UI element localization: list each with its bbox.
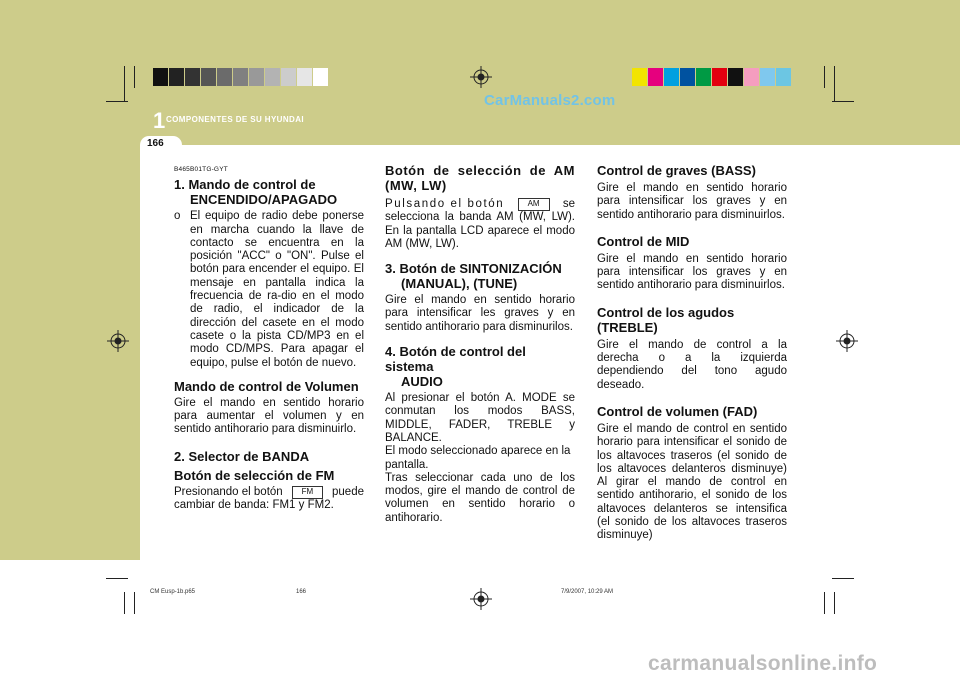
heading-bass: Control de graves (BASS) [597, 163, 756, 178]
paragraph-fader: Gire el mando de control en sentido horario para intensificar el sonido de los altavoces traseros (el sonido de los altavoces delanteros disminuye) Al girar el mando de control en sentido antihorario, el sonido de los altavoces delanteros se intensifica (el sonido de los altavoces traseros disminuye) [597, 422, 787, 542]
color-swatch [664, 68, 680, 86]
paragraph-fm-line [174, 486, 364, 499]
heading-power-knob: 1. Mando de control de [174, 177, 316, 193]
paragraph-audio-3: Tras seleccionar cada uno de los modos, gire el mando de control de volumen en sentido horario o antihorario. [385, 471, 575, 524]
color-swatch [265, 68, 281, 86]
crop-mark [824, 592, 825, 614]
column-3 [597, 163, 787, 543]
crop-mark [124, 66, 125, 102]
heading-audio-2: AUDIO [401, 374, 443, 390]
paragraph-audio-2: El modo seleccionado aparece en la pantalla. [385, 445, 571, 471]
watermark-text: CarManuals2.com [484, 92, 616, 109]
registration-mark-icon [470, 588, 492, 610]
paragraph-tune: Gire el mando en sentido horario para intensificar les graves y en sentido antihorario para disminurilos. [385, 294, 575, 333]
heading-audio: 4. Botón de control del sistema [385, 344, 526, 375]
fm-text-b: puede [332, 485, 364, 498]
color-swatch [217, 68, 233, 86]
crop-mark [824, 66, 825, 88]
side-band [0, 145, 140, 560]
heading-volume: Mando de control de Volumen [174, 378, 359, 394]
page-number: 166 [147, 138, 164, 149]
color-swatch [233, 68, 249, 86]
color-swatch [153, 68, 169, 86]
heading-fader: Control de volumen (FAD) [597, 403, 758, 419]
color-swatch [201, 68, 217, 86]
paragraph-am-line [385, 198, 575, 211]
heading-am-button: Botón de selección de AM (MW, LW) [385, 163, 575, 193]
footer-page: 166 [296, 589, 307, 595]
section-code: B465B01TG-GYT [174, 166, 228, 173]
crop-mark [834, 592, 835, 614]
footer-date: 7/9/2007, 10:29 AM [561, 589, 614, 595]
fm-button-icon: FM [292, 486, 324, 499]
crop-mark [134, 66, 135, 88]
registration-mark-icon [470, 66, 492, 88]
color-swatch [249, 68, 265, 86]
heading-treble: Control de los agudos (TREBLE) [597, 304, 735, 335]
heading-tune: 3. Botón de SINTONIZACIÓN [385, 261, 562, 277]
am-text-a: Pulsando el botón [385, 198, 505, 210]
chapter-title: COMPONENTES DE SU HYUNDAI [166, 115, 305, 124]
paragraph-volume: Gire el mando en sentido horario para aumentar el volumen y en sentido antihorario para disminuirlo. [174, 396, 364, 436]
crop-mark [106, 101, 128, 102]
paragraph-bass: Gire el mando en sentido horario para intensificar los graves y en sentido antihorario para disminuirlos. [597, 182, 787, 221]
registration-mark-icon [836, 330, 858, 352]
heading-mid: Control de MID [597, 233, 690, 249]
paragraph-treble: Gire el mando de control a la derecha o a la izquierda dependiendo del tono agudo deseado. [597, 338, 787, 391]
crop-mark [134, 592, 135, 614]
heading-power-knob-2: ENCENDIDO/APAGADO [190, 192, 338, 208]
color-swatch [696, 68, 712, 86]
heading-band-selector: 2. Selector de BANDA [174, 448, 310, 464]
bullet-item [174, 210, 364, 370]
footer-filename: CM Eusp-1b.p65 [150, 589, 196, 595]
color-swatch [680, 68, 696, 86]
color-swatch [313, 68, 329, 86]
heading-tune-2: (MANUAL), (TUNE) [401, 276, 518, 292]
am-button-icon: AM [518, 198, 550, 211]
bullet-text: El equipo de radio debe ponerse en marcha cuando la llave de contacto se encuentra en la posición "ACC" o "ON". Pulse el botón para encender el equipo. El mensaje en pantalla indica la frecuencia de ra-dio en el modo de radio, el indicador de la dirección del casete en el modo casete o la pista CD/MP3 en el modo CD/MPS. Para apagar el equipo, pulse el botón de nuevo. [190, 210, 364, 369]
color-swatch [760, 68, 776, 86]
paragraph-audio-1: Al presionar el botón A. MODE se conmutan los modos BASS, MIDDLE, FADER, TREBLE y BALANCE. [385, 392, 575, 444]
color-swatch [632, 68, 648, 86]
crop-mark [832, 101, 854, 102]
color-swatch [728, 68, 744, 86]
color-swatch [712, 68, 728, 86]
paragraph-am: selecciona la banda AM (MW, LW). En la pantalla LCD aparece el modo AM (MW, LW). [385, 211, 575, 250]
color-swatch [776, 68, 792, 86]
bullet-marker: o [174, 210, 181, 223]
crop-mark [832, 578, 854, 579]
heading-fm-button: Botón de selección de FM [174, 467, 335, 483]
fm-text-a: Presionando el botón [174, 485, 283, 498]
color-swatch-strip [632, 68, 792, 86]
registration-mark-icon [107, 330, 129, 352]
color-swatch [169, 68, 185, 86]
paragraph-mid: Gire el mando en sentido horario para intensificar los graves y en sentido antihorario para disminuirlos. [597, 252, 787, 292]
crop-mark [834, 66, 835, 102]
grayscale-swatch-strip [153, 68, 329, 86]
am-text-b: se [562, 198, 575, 210]
site-logo[interactable]: carmanualsonline.info [648, 652, 878, 675]
color-swatch [297, 68, 313, 86]
crop-mark [106, 578, 128, 579]
color-swatch [281, 68, 297, 86]
color-swatch [185, 68, 201, 86]
color-swatch [648, 68, 664, 86]
chapter-number: 1 [153, 108, 166, 133]
column-1 [174, 163, 364, 512]
color-swatch [744, 68, 760, 86]
column-2 [385, 163, 575, 525]
paragraph-fm: cambiar de banda: FM1 y FM2. [174, 499, 334, 512]
crop-mark [124, 592, 125, 614]
